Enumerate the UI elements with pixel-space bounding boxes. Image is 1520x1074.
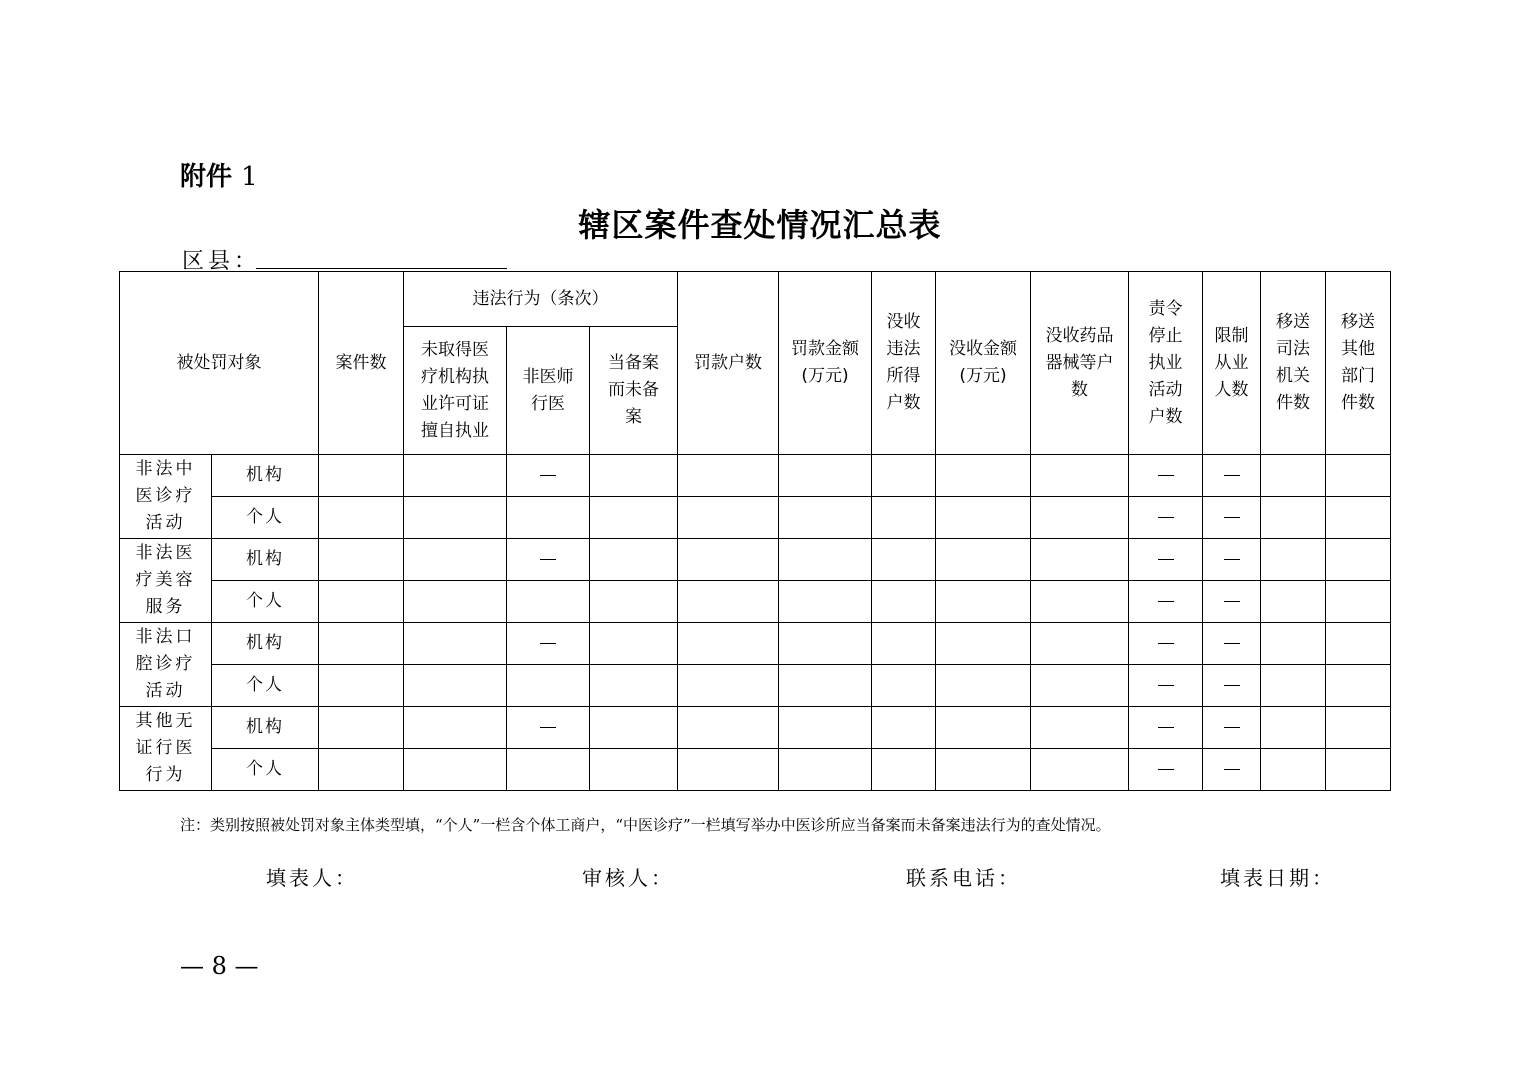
header-non-physician-text: 非医师行医 — [522, 366, 574, 414]
table-cell[interactable] — [1261, 707, 1326, 749]
date-label: 填表日期： — [1220, 866, 1335, 890]
table-cell[interactable] — [590, 497, 678, 539]
attachment-text: 附件 — [180, 162, 233, 192]
table-cell[interactable] — [319, 455, 404, 497]
table-cell-na — [1203, 455, 1261, 497]
table-cell[interactable] — [1031, 455, 1129, 497]
header-violation-group: 违法行为（条次） — [404, 272, 678, 327]
table-cell[interactable] — [507, 749, 590, 791]
table-cell[interactable] — [1261, 455, 1326, 497]
table-cell-na — [1129, 455, 1203, 497]
district-label: 区县： — [182, 249, 261, 274]
table-row — [120, 581, 1391, 623]
page-title: 辖区案件查处情况汇总表 — [578, 206, 942, 244]
table-cell-na — [1203, 581, 1261, 623]
table-cell[interactable] — [872, 665, 936, 707]
dash-mark — [1224, 643, 1240, 644]
table-cell[interactable] — [319, 497, 404, 539]
table-cell[interactable] — [590, 707, 678, 749]
category-label: 其他无证行医行为 — [135, 711, 196, 785]
table-cell-na — [1129, 497, 1203, 539]
table-cell[interactable] — [1326, 623, 1391, 665]
table-cell[interactable] — [936, 497, 1031, 539]
header-confiscated-amount — [936, 272, 1031, 455]
table-cell[interactable] — [1326, 455, 1391, 497]
table-cell[interactable] — [779, 749, 872, 791]
table-cell-na — [1129, 749, 1203, 791]
table-cell[interactable] — [590, 623, 678, 665]
table-cell[interactable] — [1031, 581, 1129, 623]
table-cell[interactable] — [678, 749, 779, 791]
table-cell-na — [1129, 581, 1203, 623]
table-cell-na — [1203, 749, 1261, 791]
table-cell[interactable] — [590, 665, 678, 707]
table-cell[interactable] — [936, 749, 1031, 791]
table-cell[interactable] — [507, 665, 590, 707]
attachment-number: 1 — [241, 162, 258, 192]
table-cell[interactable] — [1031, 539, 1129, 581]
header-unfiled — [590, 327, 678, 455]
table-cell[interactable] — [678, 497, 779, 539]
table-cell[interactable] — [678, 581, 779, 623]
subcategory-cell: 机构 — [212, 455, 319, 497]
header-ordered-suspension — [1129, 272, 1203, 455]
category-cell — [120, 455, 212, 539]
table-cell[interactable] — [1261, 623, 1326, 665]
table-cell[interactable] — [1261, 581, 1326, 623]
header-transferred-judicial-text: 移送司法机关件数 — [1276, 312, 1311, 413]
dash-mark — [540, 475, 556, 476]
table-cell[interactable] — [404, 455, 507, 497]
dash-mark — [1224, 475, 1240, 476]
table-cell[interactable] — [936, 455, 1031, 497]
table-cell[interactable] — [779, 497, 872, 539]
dash-mark — [1158, 643, 1174, 644]
category-label: 非法口腔诊疗活动 — [135, 627, 196, 701]
dash-mark — [1224, 769, 1240, 770]
table-row — [120, 623, 1391, 665]
table-cell[interactable] — [1326, 665, 1391, 707]
table-cell[interactable] — [319, 665, 404, 707]
table-cell[interactable] — [678, 455, 779, 497]
dash-mark — [1158, 475, 1174, 476]
table-cell[interactable] — [404, 581, 507, 623]
table-cell-na — [1203, 623, 1261, 665]
header-restricted-practitioners — [1203, 272, 1261, 455]
header-confiscated-illegal-income-text: 没收违法所得户数 — [886, 312, 921, 413]
table-cell[interactable] — [1261, 665, 1326, 707]
table-row — [120, 749, 1391, 791]
table-cell[interactable] — [1031, 623, 1129, 665]
table-cell-na — [507, 623, 590, 665]
table-cell[interactable] — [319, 749, 404, 791]
dash-mark — [1158, 517, 1174, 518]
phone-label: 联系电话： — [906, 866, 1021, 890]
table-cell-na — [1203, 665, 1261, 707]
table-cell[interactable] — [590, 749, 678, 791]
table-cell[interactable] — [1326, 539, 1391, 581]
district-fill-line — [256, 268, 507, 269]
category-cell — [120, 707, 212, 791]
table-note: 注：类别按照被处罚对象主体类型填，“个人”一栏含个体工商户，“中医诊疗”一栏填写举办中医诊所应当备案而未备案违法行为的查处情况。 — [180, 816, 1111, 834]
attachment-label — [180, 156, 258, 193]
category-cell — [120, 623, 212, 707]
table-cell[interactable] — [1031, 707, 1129, 749]
table-cell[interactable] — [872, 455, 936, 497]
table-cell-na — [1129, 665, 1203, 707]
dash-mark — [1224, 685, 1240, 686]
header-unlicensed — [404, 327, 507, 455]
table-cell[interactable] — [872, 497, 936, 539]
table-cell[interactable] — [590, 539, 678, 581]
subcategory-cell: 机构 — [212, 707, 319, 749]
table-cell[interactable] — [507, 581, 590, 623]
table-cell-na — [1129, 539, 1203, 581]
header-transferred-other — [1326, 272, 1391, 455]
reviewer-label: 审核人： — [582, 866, 674, 890]
dash-mark — [1224, 559, 1240, 560]
dash-mark — [1224, 517, 1240, 518]
dash-mark — [1158, 685, 1174, 686]
filler-label: 填表人： — [266, 866, 358, 890]
category-label: 非法医疗美容服务 — [135, 543, 196, 617]
header-confiscated-amount-text: 没收金额(万元) — [949, 339, 1018, 386]
table-cell[interactable] — [1261, 497, 1326, 539]
table-cell-na — [1203, 539, 1261, 581]
header-case-count: 案件数 — [319, 272, 404, 455]
table-cell-na — [1129, 707, 1203, 749]
table-cell[interactable] — [404, 623, 507, 665]
header-confiscated-illegal-income — [872, 272, 936, 455]
subcategory-cell: 个人 — [212, 581, 319, 623]
table-cell-na — [1129, 623, 1203, 665]
header-confiscated-drugs — [1031, 272, 1129, 455]
header-non-physician — [507, 327, 590, 455]
dash-mark — [1158, 769, 1174, 770]
table-cell[interactable] — [404, 707, 507, 749]
table-row — [120, 539, 1391, 581]
dash-mark — [1224, 601, 1240, 602]
table-cell[interactable] — [872, 581, 936, 623]
dash-mark — [540, 643, 556, 644]
table-cell[interactable] — [1261, 749, 1326, 791]
table-cell[interactable] — [319, 581, 404, 623]
subcategory-cell: 个人 — [212, 497, 319, 539]
category-label: 非法中医诊疗活动 — [135, 459, 196, 533]
subcategory-cell: 个人 — [212, 749, 319, 791]
table-cell[interactable] — [590, 581, 678, 623]
table-cell[interactable] — [779, 623, 872, 665]
table-cell[interactable] — [936, 539, 1031, 581]
dash-mark — [540, 727, 556, 728]
table-cell[interactable] — [678, 539, 779, 581]
table-cell[interactable] — [1326, 497, 1391, 539]
header-transferred-judicial — [1261, 272, 1326, 455]
table-row — [120, 707, 1391, 749]
table-cell[interactable] — [1326, 707, 1391, 749]
header-confiscated-drugs-text: 没收药品器械等户数 — [1045, 325, 1114, 400]
table-cell[interactable] — [319, 623, 404, 665]
table-cell[interactable] — [936, 581, 1031, 623]
subcategory-cell: 机构 — [212, 623, 319, 665]
table-cell[interactable] — [319, 707, 404, 749]
subcategory-cell: 个人 — [212, 665, 319, 707]
page-number: — 8 — — [180, 952, 259, 980]
table-cell[interactable] — [872, 707, 936, 749]
table-cell[interactable] — [1261, 539, 1326, 581]
table-cell[interactable] — [404, 665, 507, 707]
table-cell-na — [507, 455, 590, 497]
dash-mark — [1224, 727, 1240, 728]
table-cell[interactable] — [404, 539, 507, 581]
header-unlicensed-text: 未取得医疗机构执业许可证擅自执业 — [420, 339, 489, 441]
category-cell — [120, 539, 212, 623]
table-cell-na — [1203, 707, 1261, 749]
header-transferred-other-text: 移送其他部门件数 — [1341, 312, 1376, 413]
summary-table — [119, 271, 1391, 791]
dash-mark — [540, 559, 556, 560]
header-target: 被处罚对象 — [120, 272, 319, 455]
table-cell[interactable] — [507, 497, 590, 539]
table-cell[interactable] — [1326, 581, 1391, 623]
subcategory-cell: 机构 — [212, 539, 319, 581]
table-cell[interactable] — [872, 539, 936, 581]
table-cell[interactable] — [1031, 497, 1129, 539]
table-cell[interactable] — [1031, 749, 1129, 791]
table-cell[interactable] — [678, 623, 779, 665]
table-cell[interactable] — [936, 665, 1031, 707]
table-cell[interactable] — [319, 539, 404, 581]
table-cell[interactable] — [678, 707, 779, 749]
table-cell[interactable] — [404, 497, 507, 539]
table-cell[interactable] — [404, 749, 507, 791]
table-cell[interactable] — [936, 707, 1031, 749]
dash-mark — [1158, 727, 1174, 728]
table-cell-na — [1203, 497, 1261, 539]
dash-mark — [1158, 601, 1174, 602]
table-cell[interactable] — [872, 749, 936, 791]
table-cell[interactable] — [1031, 665, 1129, 707]
table-cell[interactable] — [779, 455, 872, 497]
table-cell-na — [507, 707, 590, 749]
dash-mark — [1158, 559, 1174, 560]
table-cell[interactable] — [872, 623, 936, 665]
table-row — [120, 497, 1391, 539]
table-cell[interactable] — [779, 539, 872, 581]
table-cell[interactable] — [779, 581, 872, 623]
table-row — [120, 455, 1391, 497]
table-cell[interactable] — [936, 623, 1031, 665]
header-unfiled-text: 当备案而未备案 — [608, 353, 660, 427]
header-fine-amount-text: 罚款金额(万元) — [791, 339, 860, 386]
table-cell-na — [507, 539, 590, 581]
header-fined-households: 罚款户数 — [678, 272, 779, 455]
table-cell[interactable] — [590, 455, 678, 497]
table-cell[interactable] — [678, 665, 779, 707]
table-cell[interactable] — [779, 707, 872, 749]
table-cell[interactable] — [1326, 749, 1391, 791]
table-row — [120, 665, 1391, 707]
header-fine-amount — [779, 272, 872, 455]
header-ordered-suspension-text: 责令停止执业活动户数 — [1148, 298, 1183, 427]
table-cell[interactable] — [779, 665, 872, 707]
header-restricted-practitioners-text: 限制从业人数 — [1214, 325, 1249, 400]
